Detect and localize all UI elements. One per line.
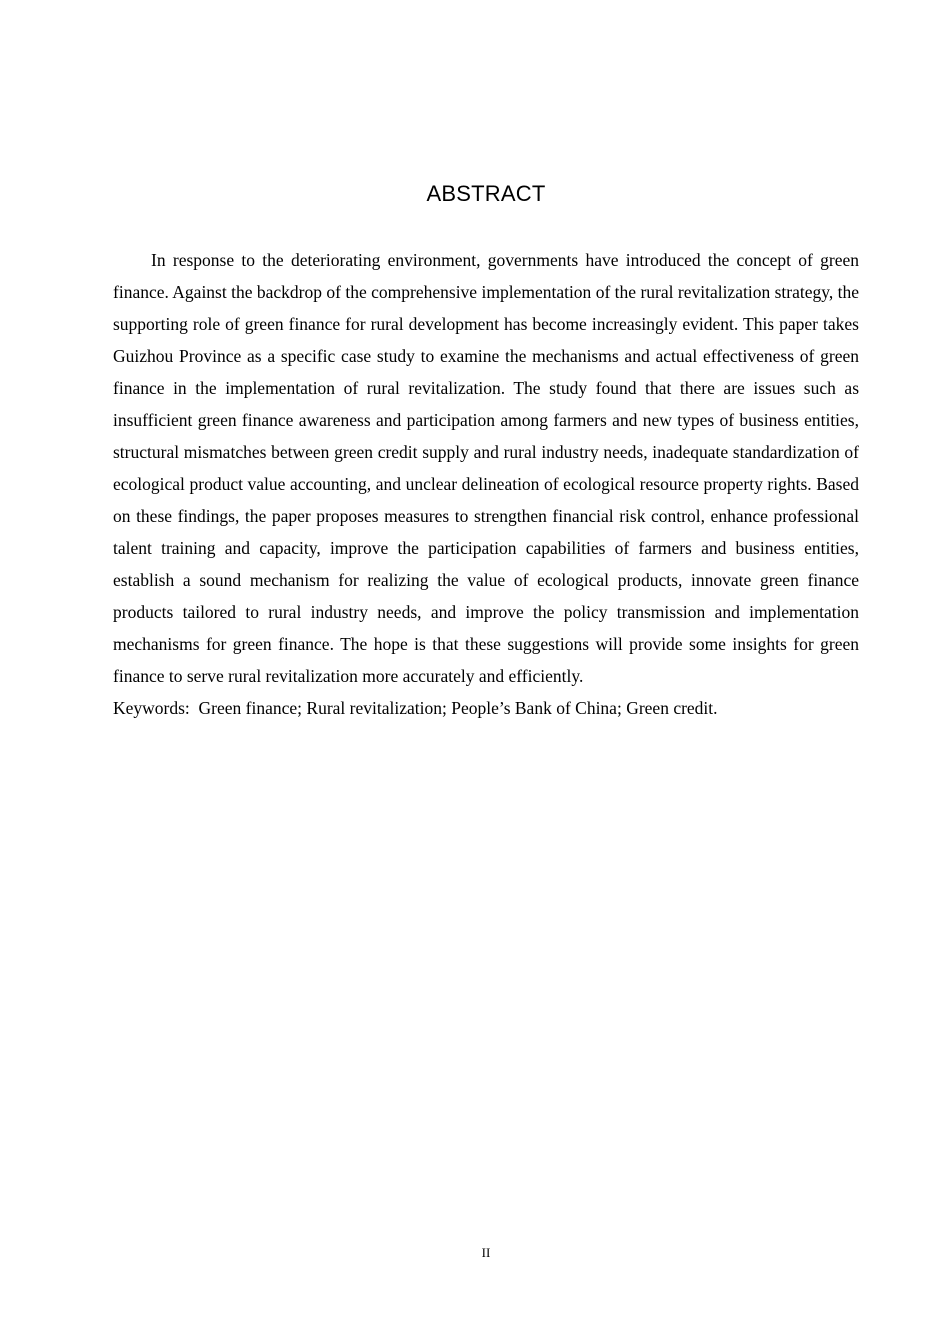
abstract-body	[113, 244, 859, 724]
keywords-line: Keywords: Green finance; Rural revitalization; People’s Bank of China; Green credit.	[113, 698, 718, 718]
page-number: II	[481, 1245, 491, 1260]
abstract-paragraph: In response to the deteriorating environment, governments have introduced the concept of green finance. Against the backdrop of the comprehensive implementation of the rural revitalization strategy, the supporting role of green finance for rural development has become increasingly evident. This paper takes Guizhou Province as a specific case study to examine the mechanisms and actual effectiveness of green finance in the implementation of rural revitalization. The study found that there are issues such as insufficient green finance awareness and participation among farmers and new types of business entities, structural mismatches between green credit supply and rural industry needs, inadequate standardization of ecological product value accounting, and unclear delineation of ecological resource property rights. Based on these findings, the paper proposes measures to strengthen financial risk control, enhance professional talent training and capacity, improve the participation capabilities of farmers and business entities, establish a sound mechanism for realizing the value of ecological products, innovate green finance products tailored to rural industry needs, and improve the policy transmission and implementation mechanisms for green finance. The hope is that these suggestions will provide some insights for green finance to serve rural revitalization more accurately and efficiently.	[113, 250, 859, 686]
abstract-title: ABSTRACT	[426, 181, 546, 206]
